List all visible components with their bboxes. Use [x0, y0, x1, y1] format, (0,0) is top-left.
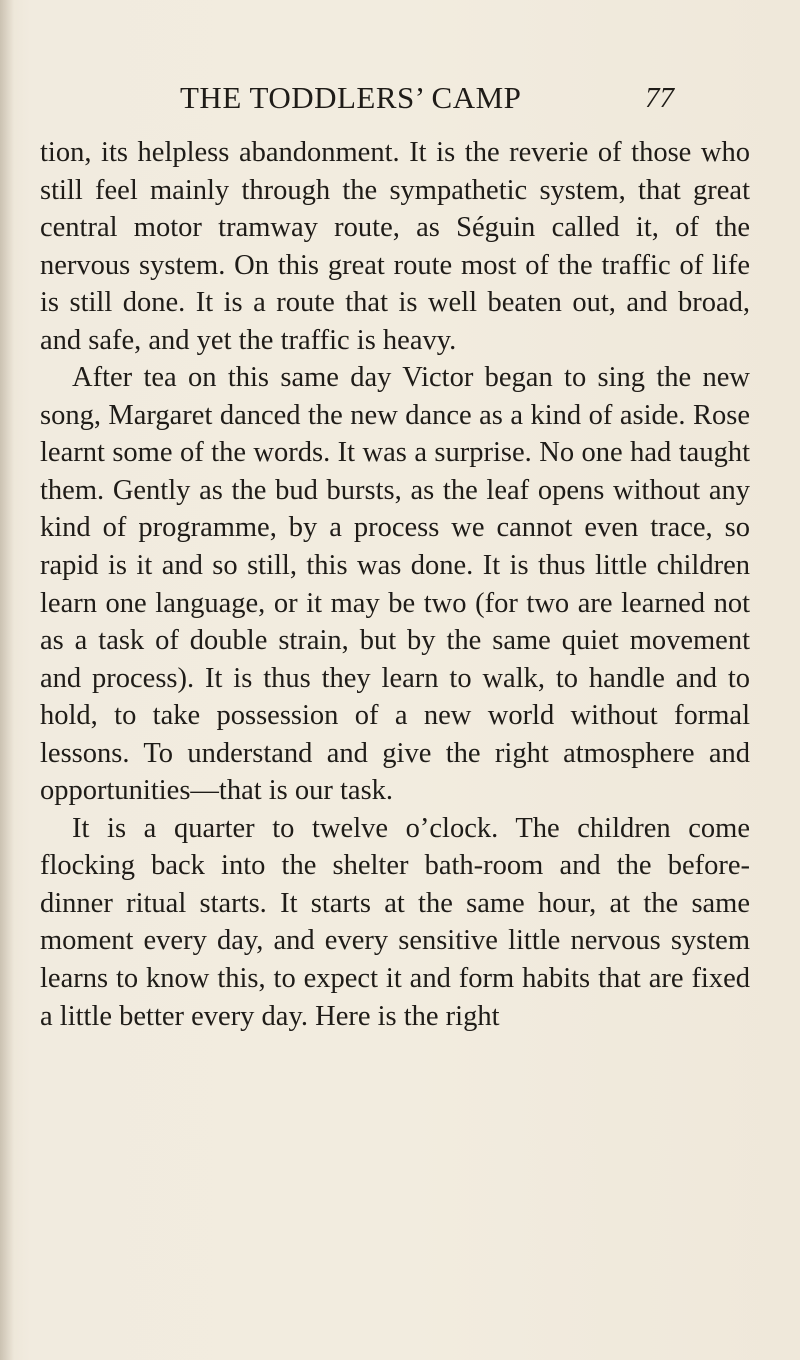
binding-shadow [0, 0, 14, 1360]
page-header [0, 76, 800, 120]
body-text [40, 134, 750, 1035]
paragraph-3: It is a quarter to twelve o’clock. The children come flocking back into the shelter bath-room and the before-dinner ritual starts. It starts at the same hour, at the same moment every day, and every sensitive little nervous system learns to know this, to expect it and form habits that are fixed a little better every day. Here is the right [40, 812, 750, 1032]
page-number: 77 [645, 82, 674, 114]
paragraph-1: tion, its helpless abandonment. It is the reverie of those who still feel mainly through the sympathetic system, that great central motor tramway route, as Séguin called it, of the nervous system. On this great route most of the traffic of life is still done. It is a route that is well beaten out, and broad, and safe, and yet the traffic is heavy. [40, 137, 750, 356]
paragraph-2: After tea on this same day Victor began to sing the new song, Margaret danced the new dance as a kind of aside. Rose learnt some of the words. It was a surprise. No one had taught them. Gently as the bud bursts, as the leaf opens without any kind of programme, by a process we cannot even trace, so rapid is it and so still, this was done. It is thus little children learn one language, or it may be two (for two are learned not as a task of double strain, but by the same quiet movement and process). It is thus they learn to walk, to handle and to hold, to take possession of a new world without formal lessons. To understand and give the right atmosphere and opportunities—that is our task. [40, 362, 750, 807]
running-head: THE TODDLERS’ CAMP [180, 80, 522, 115]
